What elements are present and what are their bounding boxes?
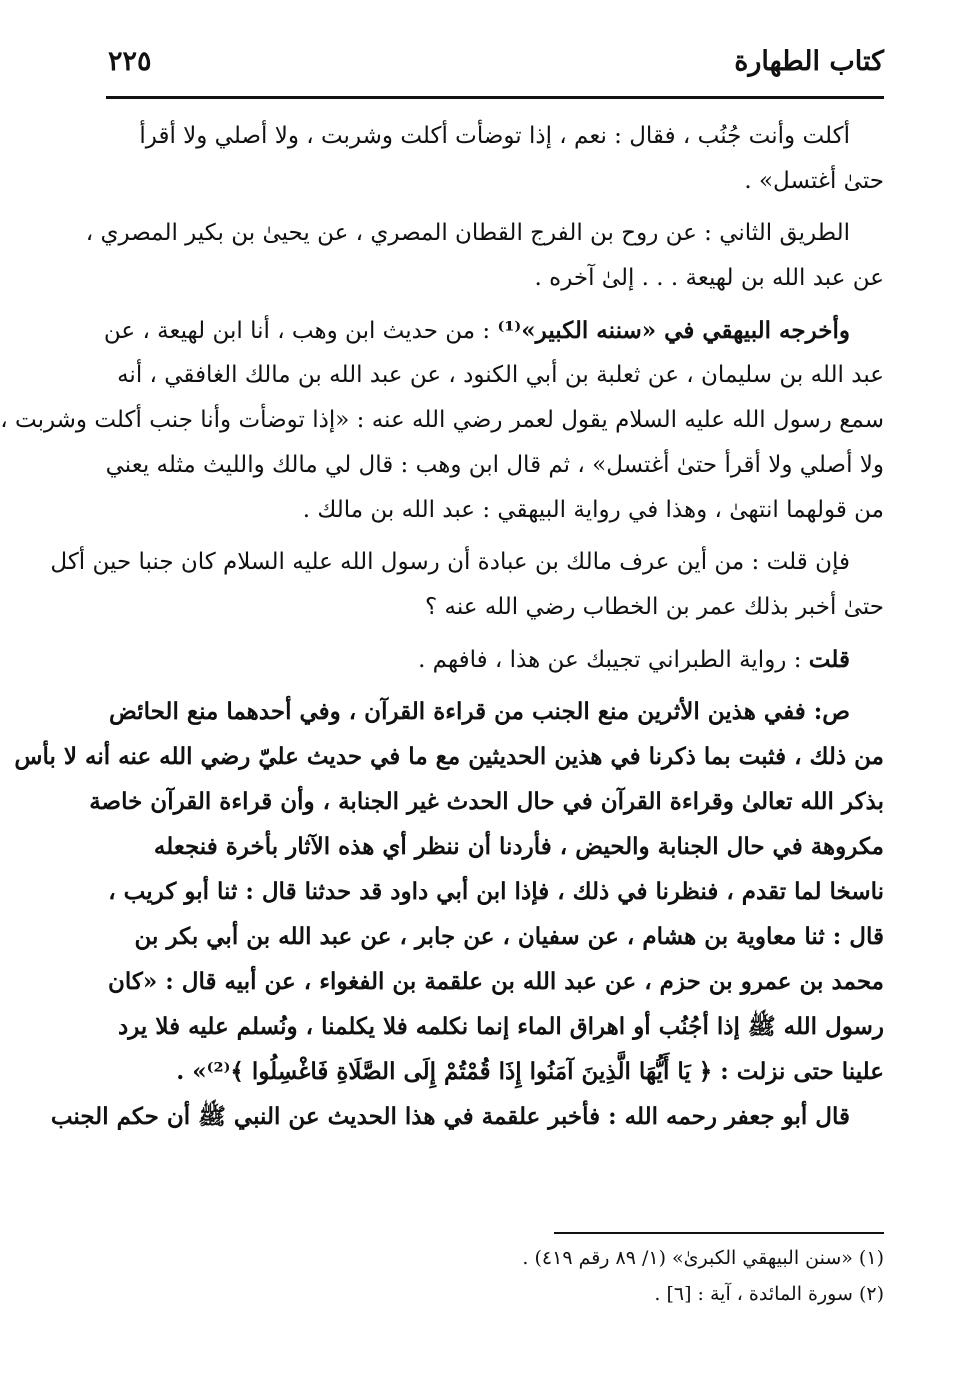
text-line: سمع رسول الله عليه السلام يقول لعمر رضي الله عنه : «إذا توضأت وأنا جنب أكلت وشربت ، [0,407,884,433]
paragraph-answer [106,637,884,682]
text-line: حتىٰ أغتسل» . [744,168,884,194]
page-number: ٢٢٥ [108,46,152,77]
text-line: حتىٰ أخبر بذلك عمر بن الخطاب رضي الله عنه ؟ [425,594,884,620]
footnotes [106,1240,884,1312]
text-line: بذكر الله تعالىٰ وقراءة القرآن في حال الحدث غير الجنابة ، وأن قراءة القرآن خاصة [89,788,884,815]
text-line: من ذلك ، فثبت بما ذكرنا في هذين الحديثين مع ما في حديث عليّ رضي الله عنه أنه لا بأس [14,743,884,770]
text-segment: : رواية الطبراني تجيبك عن هذا ، فافهم . [418,647,809,673]
running-title: كتاب الطهارة [734,46,884,77]
paragraph-bayhaqi [0,308,884,533]
text-line: فإن قلت : من أين عرف مالك بن عبادة أن رسول الله عليه السلام كان جنبا حين أكل [50,549,850,575]
footnote-2: (٢) سورة المائدة ، آية : [٦] . [654,1283,884,1305]
paragraph-second-route [85,211,884,301]
text-line: الطريق الثاني : عن روح بن الفرج القطان المصري ، عن يحيىٰ بن بكير المصري ، [85,220,850,246]
text-line: عن عبد الله بن لهيعة . . . إلىٰ آخره . [534,265,884,291]
lead-phrase: وأخرجه البيهقي في «سننه الكبير»⁽¹⁾ [497,317,850,344]
text-line: ناسخا لما تقدم ، فنظرنا في ذلك ، فإذا ابن أبي داود قد حدثنا قال : ثنا أبو كريب ، [108,878,884,905]
text-line [103,308,884,353]
text-line: محمد بن عمرو بن حزم ، عن عبد الله بن علقمة بن الفغواء ، عن أبيه قال : «كان [108,968,884,995]
main-text [0,114,884,1146]
text-line: رسول الله ﷺ إذا أجُنُب أو اهراق الماء إنما نكلمه فلا يكلمنا ، ونُسلم عليه فلا يرد [118,1013,884,1040]
text-line: مكروهة في حال الجنابة والحيض ، فأردنا أن ننظر أي هذه الآثار بأخرة فنجعله [153,833,884,860]
text-line: ولا أصلي ولا أقرأ حتىٰ أغتسل» ، ثم قال ابن وهب : قال لي مالك والليث مثله يعني [105,452,884,478]
text-line: قال : ثنا معاوية بن هشام ، عن سفيان ، عن جابر ، عن عبد الله بن أبي بكر بن [134,923,884,950]
paragraph-main-text [14,689,884,1139]
text-segment: : من حديث ابن وهب ، أنا ابن لهيعة ، عن [103,318,498,344]
text-line [106,637,884,682]
text-line: علينا حتى نزلت : ﴿ يَا أَيُّهَا الَّذِينَ آمَنُوا إِذَا قُمْتُمْ إِلَى الصَّلَاةِ فَاغْسِلُوا ﴾⁽²⁾» . [176,1058,884,1085]
text-line: عبد الله بن سليمان ، عن ثعلبة بن أبي الكنود ، عن عبد الله بن مالك الغافقي ، أنه [117,362,884,388]
lead-phrase: قلت [808,646,850,673]
page-header [108,42,884,88]
header-divider [106,96,884,99]
text-line: قال أبو جعفر رحمه الله : فأخبر علقمة في هذا الحديث عن النبي ﷺ أن حكم الجنب [50,1103,850,1130]
paragraph-question [50,540,884,630]
text-line: ص: ففي هذين الأثرين منع الجنب من قراءة القرآن ، وفي أحدهما منع الحائض [109,698,850,725]
text-line: أكلت وأنت جُنُب ، فقال : نعم ، إذا توضأت أكلت وشربت ، ولا أصلي ولا أقرأ [139,123,850,149]
text-line: من قولهما انتهىٰ ، وهذا في رواية البيهقي : عبد الله بن مالك . [302,497,884,523]
footnote-divider [554,1232,884,1234]
footnote-1: (١) «سنن البيهقي الكبرىٰ» (١/ ٨٩ رقم ٤١٩) . [522,1247,884,1269]
paragraph-hadith-end [106,114,884,204]
